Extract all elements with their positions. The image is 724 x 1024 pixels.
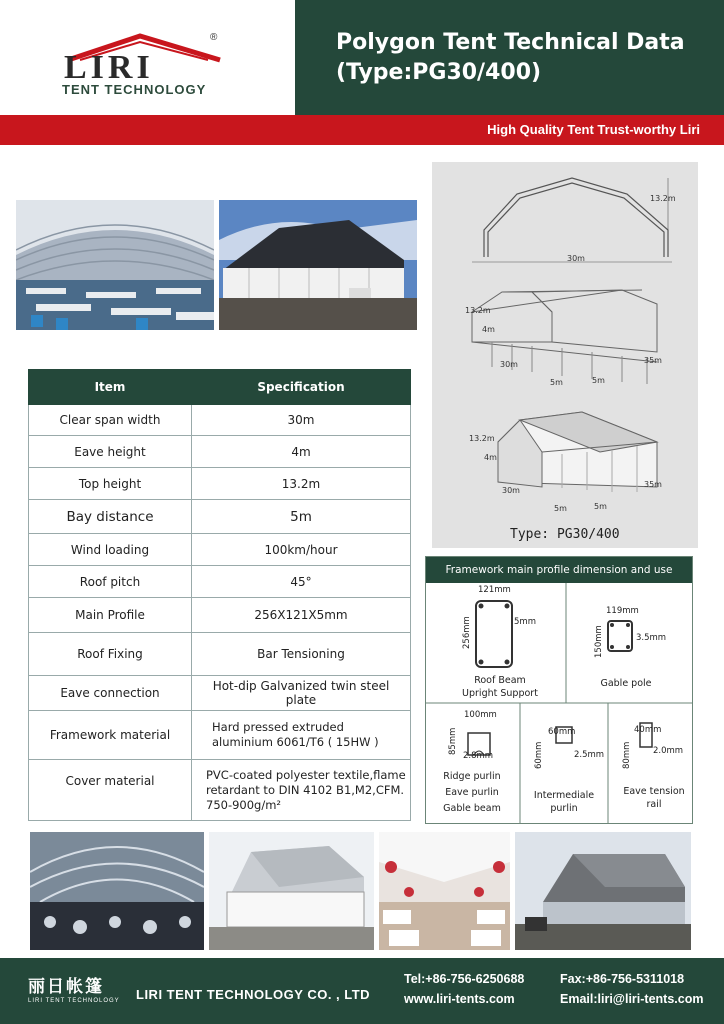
spec-value: Hard pressed extruded aluminium 6061/T6 ( 15HW ) <box>192 711 411 760</box>
gable-pole-height: 150mm <box>594 625 604 658</box>
spec-item: Framework material <box>29 711 192 760</box>
tent-type-label: Type: PG30/400 <box>510 527 620 542</box>
eave-rail-label <box>616 785 692 811</box>
ridge-thickness: 2.8mm <box>463 751 494 761</box>
spec-value: Bar Tensioning <box>192 633 411 676</box>
profile-panel-header: Framework main profile dimension and use <box>426 557 692 583</box>
footer-tel: Tel:+86-756-6250688 <box>404 972 525 986</box>
ridge-width: 100mm <box>464 710 497 720</box>
cover-eave: 4m <box>484 453 497 462</box>
cover-bay-2: 5m <box>594 502 607 511</box>
header-spec: Specification <box>192 370 411 405</box>
roof-beam-label-2: Upright Support <box>462 688 538 699</box>
page-title <box>336 28 716 88</box>
photo-wedding-interior <box>379 832 510 950</box>
gable-pole-width: 119mm <box>606 606 639 616</box>
table-row <box>29 534 411 566</box>
cover-length: 35m <box>644 480 662 489</box>
table-row <box>29 566 411 598</box>
registered-mark: ® <box>210 32 218 43</box>
intermediate-label-2: purlin <box>550 803 578 814</box>
spec-value: 100km/hour <box>192 534 411 566</box>
roof-beam-label <box>456 674 544 700</box>
cover-bay-1: 5m <box>554 504 567 513</box>
spec-item: Eave connection <box>29 676 192 711</box>
eave-rail-label-1: Eave tension <box>623 786 685 797</box>
frame-span: 30m <box>500 360 518 369</box>
tent-frame-drawing <box>472 290 657 384</box>
gable-pole-thickness: 3.5mm <box>636 633 667 643</box>
title-line-1: Polygon Tent Technical Data <box>336 30 685 55</box>
spec-value: 13.2m <box>192 468 411 500</box>
gable-pole-label: Gable pole <box>600 678 652 689</box>
tent-elevation-drawing <box>472 178 672 262</box>
logo-wordmark: LIRI <box>64 49 154 86</box>
roof-beam-label-1: Roof Beam <box>474 675 526 686</box>
spec-value: PVC-coated polyester textile,flame retardant to DIN 4102 B1,M2,CFM. 750-900g/m² <box>192 760 411 821</box>
table-row <box>29 633 411 676</box>
table-row <box>29 760 411 821</box>
eave-rail-height: 80mm <box>622 741 632 769</box>
spec-item: Top height <box>29 468 192 500</box>
roof-beam-width: 121mm <box>478 585 511 595</box>
ridge-label <box>432 769 512 817</box>
footer-fax: Fax:+86-756-5311018 <box>560 972 685 986</box>
spec-table <box>28 369 411 821</box>
intermediate-label <box>526 789 602 815</box>
spec-item: Clear span width <box>29 405 192 436</box>
table-row <box>29 468 411 500</box>
photo-clear-tent-banquet <box>30 832 204 950</box>
roof-beam-thickness: 5mm <box>514 617 536 627</box>
photo-tent-construction <box>515 832 691 950</box>
footer-company-name: LIRI TENT TECHNOLOGY CO. , LTD <box>136 987 371 1002</box>
frame-length: 35m <box>644 356 662 365</box>
profile-dimensions-panel <box>425 556 693 824</box>
footer-website: www.liri-tents.com <box>404 992 515 1006</box>
spec-value: 45° <box>192 566 411 598</box>
eave-rail-thickness: 2.0mm <box>653 746 684 756</box>
spec-item: Roof Fixing <box>29 633 192 676</box>
frame-bay-1: 5m <box>550 378 563 387</box>
ridge-label-2: Eave purlin <box>445 787 499 798</box>
roof-beam-height: 256mm <box>462 616 472 649</box>
title-line-2: (Type:PG30/400) <box>336 60 542 85</box>
cover-top-height: 13.2m <box>469 434 495 443</box>
ridge-label-3: Gable beam <box>443 803 501 814</box>
spec-item: Bay distance <box>29 500 192 534</box>
intermediate-height: 60mm <box>534 741 544 769</box>
cover-span: 30m <box>502 486 520 495</box>
spec-table-header <box>29 370 411 405</box>
frame-eave: 4m <box>482 325 495 334</box>
spec-item: Wind loading <box>29 534 192 566</box>
intermediate-label-1: Intermediale <box>533 790 595 801</box>
intermediate-width: 60mm <box>548 727 576 737</box>
ridge-label-1: Ridge purlin <box>443 771 501 782</box>
table-row <box>29 436 411 468</box>
eave-rail-width: 40mm <box>634 725 662 735</box>
footer-logo-sub: LIRI TENT TECHNOLOGY <box>28 998 120 1004</box>
table-row <box>29 500 411 534</box>
elev-top-height: 13.2m <box>650 194 676 203</box>
logo-subtitle: TENT TECHNOLOGY <box>62 82 207 97</box>
frame-bay-2: 5m <box>592 376 605 385</box>
footer-email: Email:liri@liri-tents.com <box>560 992 704 1006</box>
table-row <box>29 405 411 436</box>
spec-value: 5m <box>192 500 411 534</box>
table-row <box>29 711 411 760</box>
header-item: Item <box>29 370 192 405</box>
spec-item: Roof pitch <box>29 566 192 598</box>
elev-span: 30m <box>567 254 585 263</box>
spec-value: 256X121X5mm <box>192 598 411 633</box>
tent-structure-diagrams <box>432 162 698 548</box>
eave-rail-label-2: rail <box>646 799 662 810</box>
spec-item: Main Profile <box>29 598 192 633</box>
photo-interior-banquet <box>16 200 214 330</box>
spec-value: Hot-dip Galvanized twin steel plate <box>192 676 411 711</box>
intermediate-thickness: 2.5mm <box>574 750 605 760</box>
spec-value: 30m <box>192 405 411 436</box>
spec-item: Eave height <box>29 436 192 468</box>
tent-covered-drawing <box>498 412 657 492</box>
frame-top-height: 13.2m <box>465 306 491 315</box>
table-row <box>29 598 411 633</box>
ridge-height: 85mm <box>448 727 458 755</box>
tagline: High Quality Tent Trust-worthy Liri <box>487 122 700 137</box>
spec-item: Cover material <box>29 760 192 821</box>
photo-exterior-tent <box>219 200 417 330</box>
table-row <box>29 676 411 711</box>
photo-polygon-tent-exterior <box>209 832 374 950</box>
spec-value: 4m <box>192 436 411 468</box>
footer-logo: 丽日帐篷 <box>28 977 104 996</box>
